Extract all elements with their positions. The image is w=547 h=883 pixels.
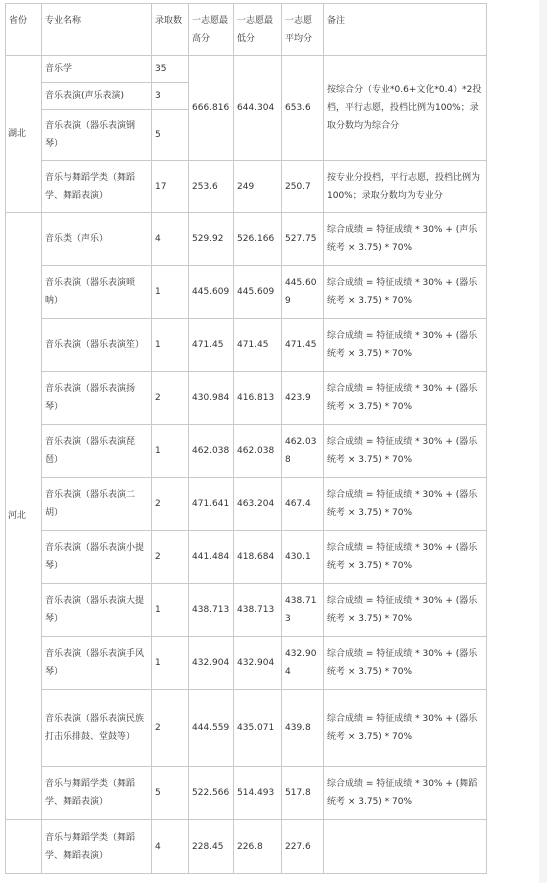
min-score-cell: 526.166: [234, 213, 282, 266]
avg-score-cell: 432.904: [282, 637, 324, 690]
table-row: [6, 767, 487, 820]
min-score-cell: 463.204: [234, 478, 282, 531]
min-score-cell: 644.304: [234, 56, 282, 161]
count-cell: 2: [152, 478, 189, 531]
min-score-cell: 514.493: [234, 767, 282, 820]
count-cell: 35: [152, 56, 189, 83]
avg-score-cell: 462.038: [282, 425, 324, 478]
max-score-cell: 228.45: [189, 820, 234, 874]
table-row: [6, 478, 487, 531]
major-cell: 音乐表演（器乐表演琵琶）: [42, 425, 152, 478]
max-score-cell: 522.566: [189, 767, 234, 820]
scrollbar[interactable]: [539, 0, 547, 883]
avg-score-cell: 227.6: [282, 820, 324, 874]
major-cell: 音乐类（声乐）: [42, 213, 152, 266]
province-cell: [6, 820, 42, 874]
min-score-cell: 438.713: [234, 584, 282, 637]
table-row: [6, 820, 487, 874]
note-cell: 综合成绩 = 特征成绩 * 30% + (器乐统考 × 3.75) * 70%: [324, 690, 487, 767]
max-score-cell: 462.038: [189, 425, 234, 478]
count-cell: 1: [152, 425, 189, 478]
max-score-cell: 441.484: [189, 531, 234, 584]
max-score-cell: 529.92: [189, 213, 234, 266]
max-score-cell: 438.713: [189, 584, 234, 637]
max-score-cell: 432.904: [189, 637, 234, 690]
avg-score-cell: 471.45: [282, 319, 324, 372]
note-cell: 按综合分（专业*0.6+文化*0.4）*2投档，平行志愿，投档比例为100%；录取分数均为综合分: [324, 56, 487, 161]
max-score-cell: 253.6: [189, 161, 234, 213]
table-row: [6, 690, 487, 767]
admission-table: [5, 3, 487, 874]
min-score-cell: 471.45: [234, 319, 282, 372]
note-cell: 综合成绩 = 特征成绩 * 30% + (舞蹈统考 × 3.75) * 70%: [324, 767, 487, 820]
table-body: [6, 4, 487, 874]
header-row: [6, 4, 487, 56]
table-row: [6, 372, 487, 425]
table-row: [6, 56, 487, 83]
max-score-cell: 430.984: [189, 372, 234, 425]
count-cell: 5: [152, 110, 189, 161]
header-avg: 一志愿平均分: [282, 4, 324, 56]
table-row: [6, 266, 487, 319]
avg-score-cell: 653.6: [282, 56, 324, 161]
table-row: [6, 531, 487, 584]
note-cell: 综合成绩 = 特征成绩 * 30% + (器乐统考 × 3.75) * 70%: [324, 637, 487, 690]
avg-score-cell: 250.7: [282, 161, 324, 213]
header-min: 一志愿最低分: [234, 4, 282, 56]
count-cell: 1: [152, 637, 189, 690]
province-cell: 湖北: [6, 56, 42, 213]
max-score-cell: 471.45: [189, 319, 234, 372]
count-cell: 4: [152, 213, 189, 266]
min-score-cell: 445.609: [234, 266, 282, 319]
major-cell: 音乐表演（器乐表演扬琴）: [42, 372, 152, 425]
count-cell: 17: [152, 161, 189, 213]
table-row: [6, 584, 487, 637]
note-cell: [324, 820, 487, 874]
avg-score-cell: 438.713: [282, 584, 324, 637]
min-score-cell: 432.904: [234, 637, 282, 690]
max-score-cell: 445.609: [189, 266, 234, 319]
major-cell: 音乐与舞蹈学类（舞蹈学、舞蹈表演）: [42, 161, 152, 213]
major-cell: 音乐表演(声乐表演): [42, 83, 152, 110]
note-cell: 综合成绩 = 特征成绩 * 30% + (器乐统考 × 3.75) * 70%: [324, 531, 487, 584]
major-cell: 音乐学: [42, 56, 152, 83]
count-cell: 1: [152, 319, 189, 372]
count-cell: 2: [152, 372, 189, 425]
table-row: [6, 319, 487, 372]
note-cell: 综合成绩 = 特征成绩 * 30% + (声乐统考 × 3.75) * 70%: [324, 213, 487, 266]
note-cell: 综合成绩 = 特征成绩 * 30% + (器乐统考 × 3.75) * 70%: [324, 266, 487, 319]
note-cell: 综合成绩 = 特征成绩 * 30% + (器乐统考 × 3.75) * 70%: [324, 319, 487, 372]
province-cell: 河北: [6, 213, 42, 820]
header-major: 专业名称: [42, 4, 152, 56]
header-note: 备注: [324, 4, 487, 56]
min-score-cell: 416.813: [234, 372, 282, 425]
major-cell: 音乐表演（器乐表演大提琴）: [42, 584, 152, 637]
count-cell: 2: [152, 531, 189, 584]
note-cell: 按专业分投档，平行志愿，投档比例为100%；录取分数均为专业分: [324, 161, 487, 213]
header-province: 省份: [6, 4, 42, 56]
min-score-cell: 462.038: [234, 425, 282, 478]
count-cell: 2: [152, 690, 189, 767]
header-max: 一志愿最高分: [189, 4, 234, 56]
avg-score-cell: 430.1: [282, 531, 324, 584]
count-cell: 3: [152, 83, 189, 110]
major-cell: 音乐表演（器乐表演手风琴）: [42, 637, 152, 690]
header-count: 录取数: [152, 4, 189, 56]
avg-score-cell: 517.8: [282, 767, 324, 820]
note-cell: 综合成绩 = 特征成绩 * 30% + (器乐统考 × 3.75) * 70%: [324, 425, 487, 478]
count-cell: 5: [152, 767, 189, 820]
count-cell: 4: [152, 820, 189, 874]
min-score-cell: 226.8: [234, 820, 282, 874]
major-cell: 音乐与舞蹈学类（舞蹈学、舞蹈表演）: [42, 767, 152, 820]
major-cell: 音乐表演（器乐表演二胡）: [42, 478, 152, 531]
note-cell: 综合成绩 = 特征成绩 * 30% + (器乐统考 × 3.75) * 70%: [324, 584, 487, 637]
count-cell: 1: [152, 266, 189, 319]
count-cell: 1: [152, 584, 189, 637]
major-cell: 音乐表演（器乐表演笙）: [42, 319, 152, 372]
min-score-cell: 435.071: [234, 690, 282, 767]
major-cell: 音乐表演（器乐表演民族打击乐排鼓、堂鼓等）: [42, 690, 152, 767]
min-score-cell: 418.684: [234, 531, 282, 584]
max-score-cell: 666.816: [189, 56, 234, 161]
avg-score-cell: 467.4: [282, 478, 324, 531]
min-score-cell: 249: [234, 161, 282, 213]
avg-score-cell: 527.75: [282, 213, 324, 266]
table-row: [6, 213, 487, 266]
avg-score-cell: 445.609: [282, 266, 324, 319]
major-cell: 音乐与舞蹈学类（舞蹈学、舞蹈表演）: [42, 820, 152, 874]
avg-score-cell: 439.8: [282, 690, 324, 767]
max-score-cell: 471.641: [189, 478, 234, 531]
table-row: [6, 637, 487, 690]
max-score-cell: 444.559: [189, 690, 234, 767]
major-cell: 音乐表演（器乐表演钢琴）: [42, 110, 152, 161]
table-row: [6, 161, 487, 213]
avg-score-cell: 423.9: [282, 372, 324, 425]
major-cell: 音乐表演（器乐表演唢呐）: [42, 266, 152, 319]
table-row: [6, 425, 487, 478]
note-cell: 综合成绩 = 特征成绩 * 30% + (器乐统考 × 3.75) * 70%: [324, 478, 487, 531]
major-cell: 音乐表演（器乐表演小提琴）: [42, 531, 152, 584]
note-cell: 综合成绩 = 特征成绩 * 30% + (器乐统考 × 3.75) * 70%: [324, 372, 487, 425]
